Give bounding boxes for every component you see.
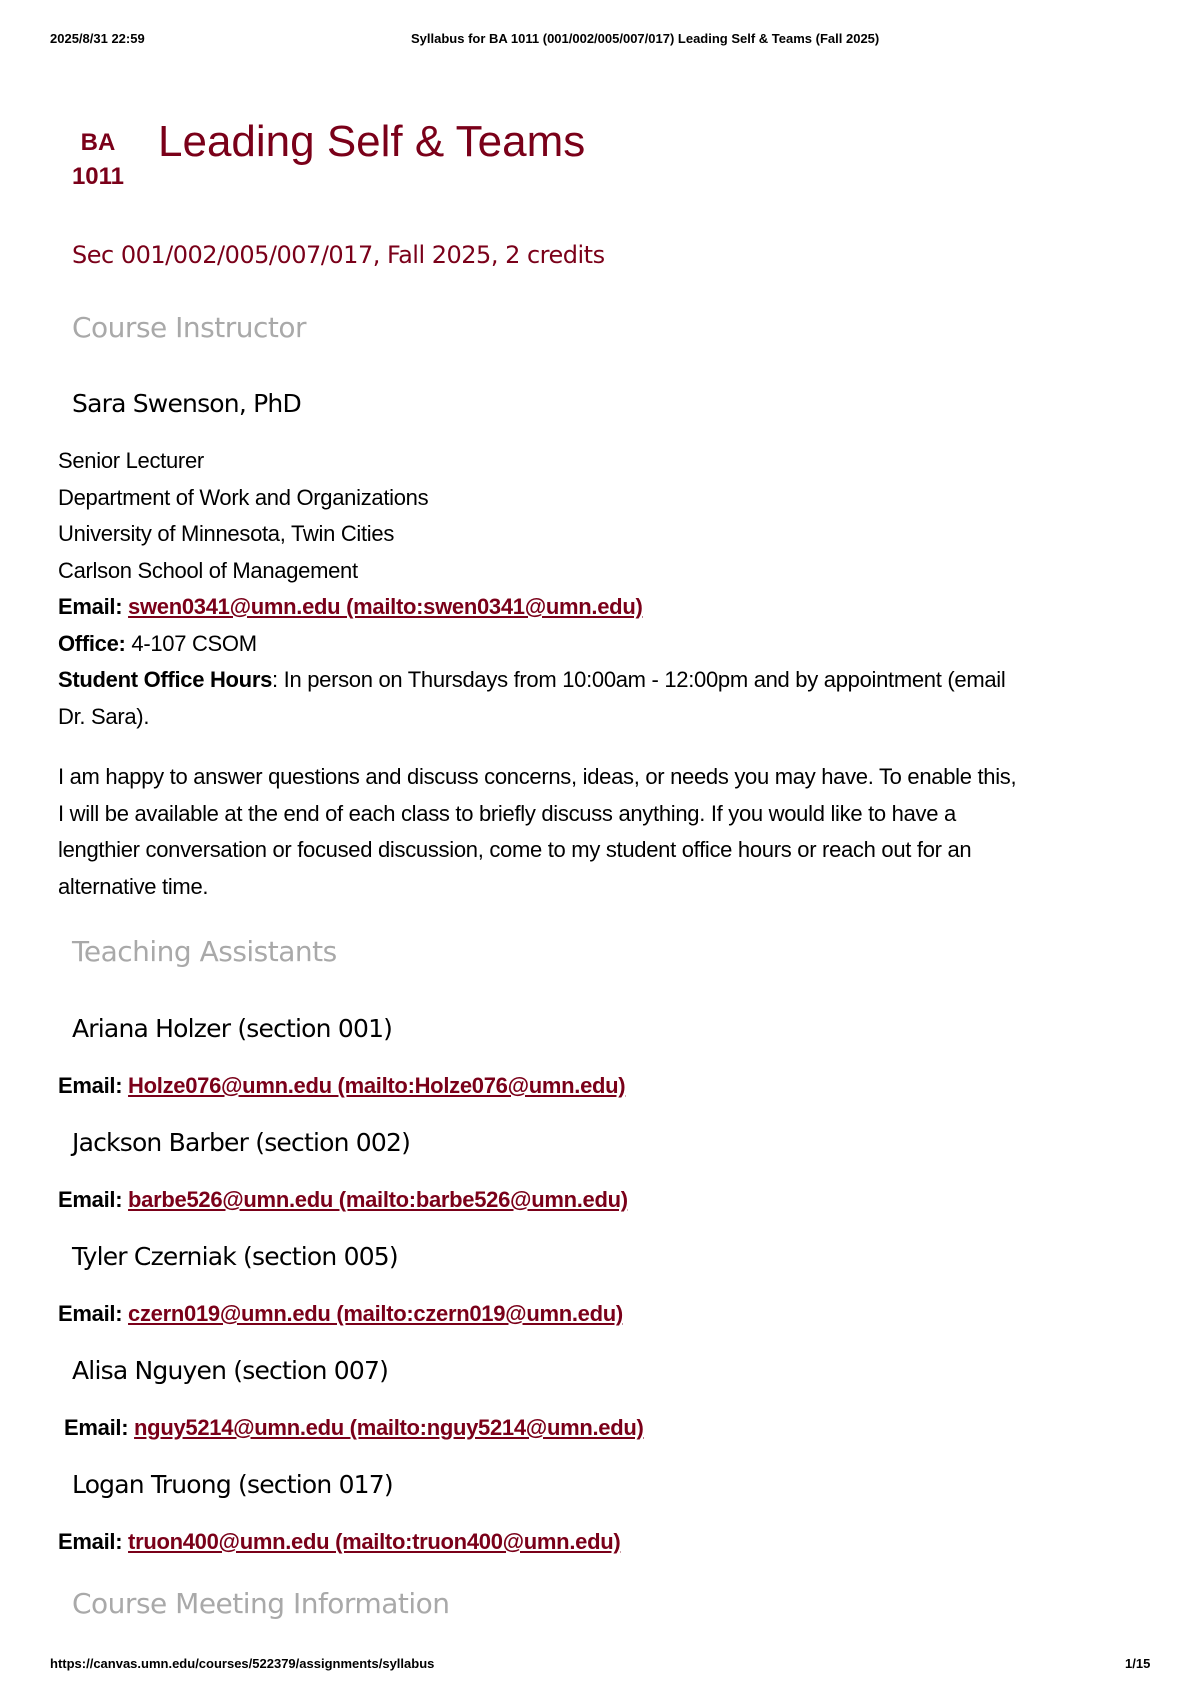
instructor-department: Department of Work and Organizations [58, 484, 429, 510]
instructor-name: Sara Swenson, PhD [72, 389, 301, 418]
ta-name: Tyler Czerniak (section 005) [72, 1242, 398, 1271]
ta-email-row [64, 1415, 644, 1441]
ta-name: Jackson Barber (section 002) [72, 1128, 411, 1157]
print-page-title: Syllabus for BA 1011 (001/002/005/007/017) Leading Self & Teams (Fall 2025) [411, 31, 880, 46]
instructor-title: Senior Lecturer [58, 448, 204, 473]
instructor-paragraph [58, 759, 1016, 905]
ta-email-link[interactable]: barbe526@umn.edu (mailto:barbe526@umn.edu) [128, 1187, 628, 1212]
office-value: 4-107 CSOM [131, 630, 257, 656]
paragraph-line: lengthier conversation or focused discussion, come to my student office hours or reach out for an [58, 837, 972, 862]
course-code [66, 126, 130, 194]
instructor-email-row [58, 589, 1005, 626]
email-label: Email: [58, 1529, 123, 1554]
ta-heading: Teaching Assistants [72, 935, 337, 968]
email-label: Email: [58, 594, 123, 619]
ta-email-link[interactable]: nguy5214@umn.edu (mailto:nguy5214@umn.edu) [134, 1415, 644, 1440]
instructor-email-link[interactable]: swen0341@umn.edu (mailto:swen0341@umn.edu) [128, 594, 643, 619]
paragraph-line: alternative time. [58, 873, 209, 899]
email-label: Email: [58, 1187, 123, 1212]
ta-email-row [58, 1187, 628, 1213]
instructor-office-row [58, 626, 1005, 663]
email-label: Email: [58, 1073, 123, 1098]
paragraph-line: I am happy to answer questions and discuss concerns, ideas, or needs you may have. To enable this, [58, 764, 1017, 789]
instructor-university: University of Minnesota, Twin Cities [58, 521, 395, 546]
office-hours-row [58, 662, 1005, 699]
course-code-number: 1011 [71, 163, 125, 190]
page-title: Leading Self & Teams [158, 117, 586, 166]
office-label: Office: [58, 630, 126, 656]
email-label: Email: [58, 1301, 123, 1326]
ta-name: Ariana Holzer (section 001) [72, 1014, 393, 1043]
meeting-heading: Course Meeting Information [72, 1587, 450, 1620]
instructor-school: Carlson School of Management [58, 557, 358, 583]
instructor-heading: Course Instructor [72, 311, 306, 344]
print-url: https://canvas.umn.edu/courses/522379/assignments/syllabus [50, 1656, 435, 1671]
ta-email-row [58, 1301, 623, 1327]
ta-email-link[interactable]: Holze076@umn.edu (mailto:Holze076@umn.edu) [128, 1073, 626, 1098]
office-hours-continued: Dr. Sara). [58, 703, 150, 729]
section-info: Sec 001/002/005/007/017, Fall 2025, 2 credits [72, 241, 605, 269]
ta-name: Logan Truong (section 017) [72, 1470, 393, 1499]
print-page-number: 1/15 [1125, 1656, 1151, 1671]
email-label: Email: [64, 1415, 129, 1440]
ta-email-link[interactable]: truon400@umn.edu (mailto:truon400@umn.edu) [128, 1529, 621, 1554]
ta-name: Alisa Nguyen (section 007) [72, 1356, 389, 1385]
paragraph-line: I will be available at the end of each class to briefly discuss anything. If you would like to have a [58, 800, 956, 826]
office-hours-value: : In person on Thursdays from 10:00am - 12:00pm and by appointment (email [272, 667, 1006, 692]
ta-email-row [58, 1529, 620, 1555]
print-datetime: 2025/8/31 22:59 [50, 31, 145, 46]
ta-email-row [58, 1073, 625, 1099]
instructor-details [58, 443, 1005, 735]
ta-email-link[interactable]: czern019@umn.edu (mailto:czern019@umn.edu) [128, 1301, 623, 1326]
office-hours-label: Student Office Hours [58, 667, 273, 692]
course-code-prefix: BA [80, 129, 116, 156]
